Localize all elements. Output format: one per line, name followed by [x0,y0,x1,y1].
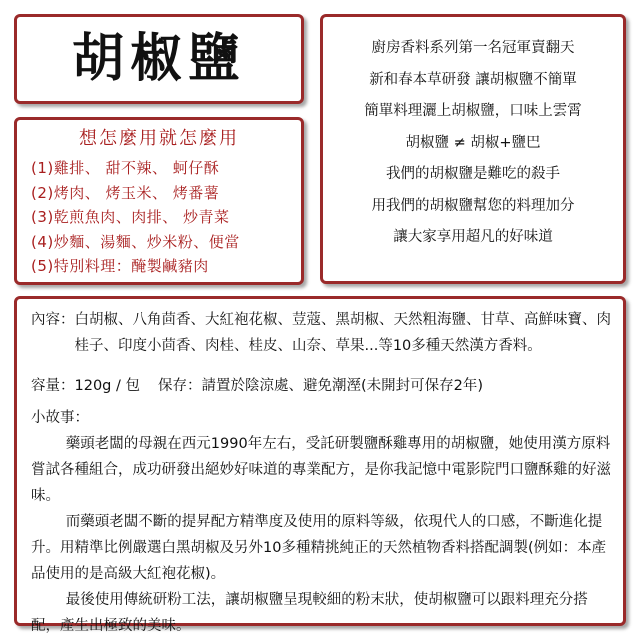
contents-label: 內容： [31,312,75,328]
slogan-list [323,33,623,254]
info-panel [14,296,626,634]
story-heading: 小故事： [31,410,89,426]
story-paragraph: 最後使用傳統研粉工法，讓胡椒鹽呈現較細的粉末狀，使胡椒鹽可以跟料理充分搭配，產生出極致的美味。 [31,592,588,634]
usage-item: (2)烤肉、 烤玉米、 烤番薯 [31,183,220,202]
usage-list [31,156,301,279]
usage-item: (3)乾煎魚肉、肉排、 炒青菜 [31,208,230,226]
story-paragraph: 藥頭老闆的母親在西元1990年左右，受託研製鹽酥雞專用的胡椒鹽，她使用漢方原料嘗試各種組合，成功研發出絕妙好味道的專業配方，是你我記憶中電影院門口鹽酥雞的好滋味。 [31,436,611,504]
slogan-line: 胡椒鹽 ≠ 胡椒+鹽巴 [405,134,541,151]
spec-row [31,373,611,399]
usage-item: (4)炒麵、湯麵、炒米粉、便當 [31,232,240,251]
slogan-line: 廚房香料系列第一名冠軍賣翻天 [371,40,575,56]
contents-row [31,307,611,359]
usage-panel [14,117,304,285]
slogan-line: 新和春本草研發 讓胡椒鹽不簡單 [369,71,577,88]
usage-heading: 想怎麼用就怎麼用 [79,128,239,149]
capacity-text: 容量：120g / 包 [31,378,140,394]
contents-value: 白胡椒、八角茴香、大紅袍花椒、荳蔻、黑胡椒、天然粗海鹽、甘草、高鮮味寶、肉桂子、印度小茴香、肉桂、桂皮、山奈、草果...等10多種天然漢方香料。 [74,312,611,354]
slogan-panel [320,14,626,284]
slogan-line: 我們的胡椒鹽是難吃的殺手 [386,166,560,182]
usage-item: (5)特別料理：醃製鹹豬肉 [31,257,209,275]
slogan-line: 讓大家享用超凡的好味道 [393,229,553,245]
storage-text: 保存：請置於陰涼處、避免潮溼(未開封可保存2年) [157,378,484,394]
info-content [31,307,611,639]
product-title: 胡椒鹽 [71,29,246,89]
story-paragraph: 而藥頭老闆不斷的提昇配方精準度及使用的原料等級，依現代人的口感，不斷進化提升。用精準比例嚴選白黑胡椒及另外10多種精挑純正的天然植物香料搭配調製(例如：本產品使用的是高級大紅袍花椒)。 [31,514,607,582]
slogan-line: 簡單料理灑上胡椒鹽，口味上雲霄 [364,103,582,119]
title-panel [14,14,304,104]
usage-item: (1)雞排、 甜不辣、 蚵仔酥 [31,159,220,177]
slogan-line: 用我們的胡椒鹽幫您的料理加分 [371,197,575,214]
